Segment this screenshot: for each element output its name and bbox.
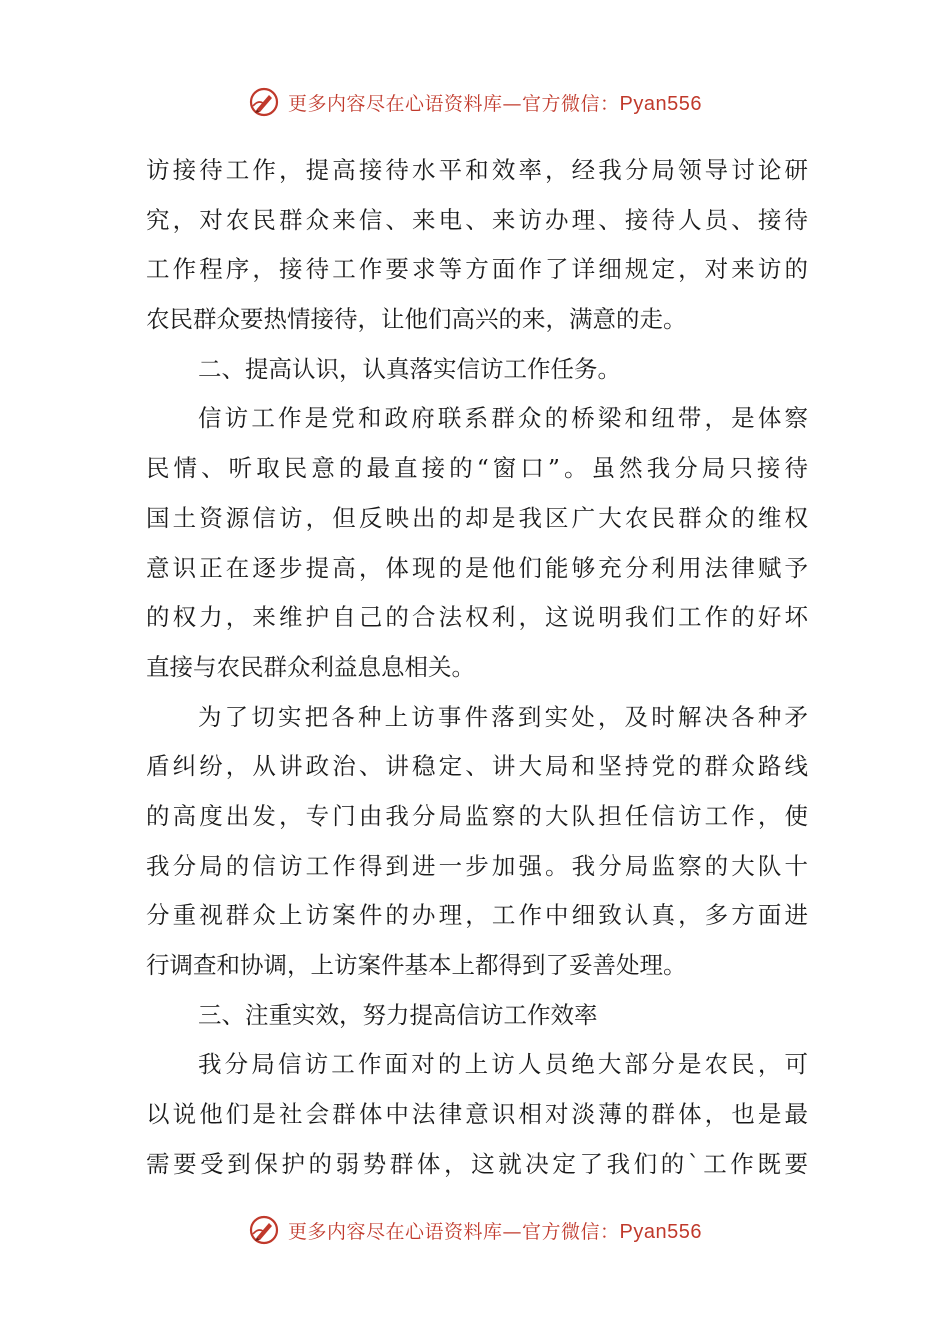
section-heading: 三、注重实效，努力提高信访工作效率 [198, 1000, 598, 1029]
text-line: 民情、听取民意的最直接的“窗口”。虽然我分局只接待 [146, 454, 808, 483]
text-line: 我分局的信访工作得到进一步加强。我分局监察的大队十 [146, 851, 808, 880]
wechat-label: 官方微信： [522, 92, 620, 115]
text-line: 农民群众要热情接待，让他们高兴的来，满意的走。 [146, 305, 687, 334]
header-banner [0, 80, 950, 124]
banner-separator: — [502, 92, 523, 115]
text-line: 究，对农民群众来信、来电、来访办理、接待人员、接待 [146, 205, 808, 234]
text-line: 的权力，来维护自己的合法权利，这说明我们工作的好坏 [146, 603, 808, 632]
text-line: 国土资源信访，但反映出的却是我区广大农民群众的维权 [146, 503, 808, 532]
wechat-label: 官方微信： [522, 1220, 620, 1243]
text-line: 直接与农民群众利益息息相关。 [146, 652, 475, 681]
pen-logo-icon [248, 1214, 280, 1246]
wechat-id: Pyan556 [619, 1220, 702, 1243]
document-body [146, 146, 808, 1189]
text-line: 的高度出发，专门由我分局监察的大队担任信访工作，使 [146, 801, 808, 830]
text-line: 我分局信访工作面对的上访人员绝大部分是农民，可 [198, 1050, 808, 1079]
text-line: 意识正在逐步提高，体现的是他们能够充分利用法律赋予 [146, 553, 808, 582]
header-banner-text [288, 89, 702, 116]
text-line: 行调查和协调，上访案件基本上都得到了妥善处理。 [146, 951, 687, 979]
footer-banner-text [288, 1217, 702, 1244]
text-line: 信访工作是党和政府联系群众的桥梁和纽带，是体察 [198, 404, 808, 433]
banner-separator: — [502, 1220, 523, 1243]
text-line: 为了切实把各种上访事件落到实处，及时解决各种矛 [198, 702, 808, 731]
footer-banner [0, 1208, 950, 1252]
text-line: 需要受到保护的弱势群体，这就决定了我们的`工作既要 [146, 1149, 808, 1178]
wechat-id: Pyan556 [619, 92, 702, 115]
pen-logo-icon [248, 86, 280, 118]
text-line: 访接待工作，提高接待水平和效率，经我分局领导讨论研 [146, 156, 808, 184]
text-line: 工作程序，接待工作要求等方面作了详细规定，对来访的 [146, 255, 808, 284]
site-name: 更多内容尽在心语资料库 [288, 92, 503, 115]
section-heading: 二、提高认识，认真落实信访工作任务。 [198, 354, 621, 383]
text-line: 以说他们是社会群体中法律意识相对淡薄的群体，也是最 [146, 1100, 808, 1129]
text-line: 盾纠纷，从讲政治、讲稳定、讲大局和坚持党的群众路线 [146, 752, 808, 781]
site-name: 更多内容尽在心语资料库 [288, 1220, 503, 1243]
text-line: 分重视群众上访案件的办理，工作中细致认真，多方面进 [146, 901, 808, 930]
